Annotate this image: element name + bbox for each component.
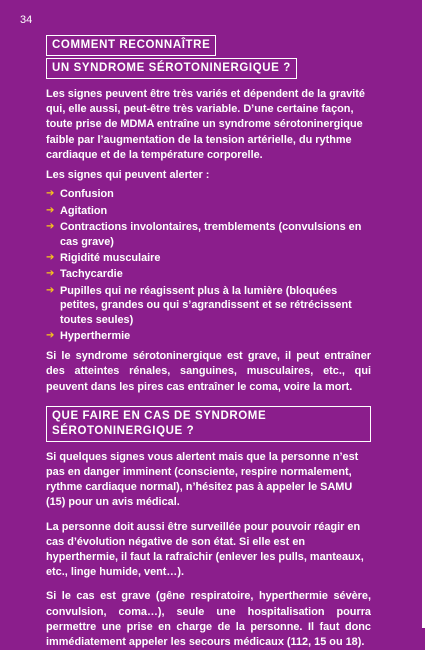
arrow-right-icon: ➔ bbox=[46, 268, 55, 280]
section1-severe: Si le syndrome sérotoninergique est grave, il peut entraîner des atteintes rénales, sanguines, musculaires, etc., qui peuvent dans les pires cas entraîner le coma, voire la mort. bbox=[46, 350, 371, 393]
arrow-right-icon: ➔ bbox=[46, 251, 55, 263]
arrow-right-icon: ➔ bbox=[46, 220, 55, 232]
signs-label: Les signes qui peuvent alerter : bbox=[46, 169, 210, 182]
list-item: ➔ Contractions involontaires, tremblements (convulsions en cas grave) bbox=[46, 220, 362, 248]
section1-title-line1: COMMENT RECONNAÎTRE bbox=[46, 35, 216, 56]
arrow-right-icon: ➔ bbox=[46, 284, 55, 296]
list-item: ➔ Agitation bbox=[46, 204, 108, 217]
section2-p2: La personne doit aussi être surveillée pour pouvoir réagir en cas d’évolution négative de son état. Si elle est en hyperthermie, il faut la rafraîchir (enlever les pulls, manteaux, etc., linge humide, vent…). bbox=[46, 520, 364, 579]
list-item: ➔ Hyperthermie bbox=[46, 330, 131, 343]
section1-intro: Les signes peuvent être très variés et dépendent de la gravité qui, elle aussi, peut-être très variable. D’une certaine façon, toute prise de MDMA entraîne un syndrome sérotoninergique faible par l’augmentation de la tension artérielle, du rythme cardiaque et de la température corporelle. bbox=[46, 88, 365, 161]
section2-title: QUE FAIRE EN CAS DE SYNDROME SÉROTONINERGIQUE ? bbox=[46, 406, 371, 442]
section1-title-line2: UN SYNDROME SÉROTONINERGIQUE ? bbox=[46, 58, 297, 79]
content bbox=[46, 35, 371, 650]
arrow-right-icon: ➔ bbox=[46, 188, 55, 200]
list-item: ➔ Confusion bbox=[46, 188, 114, 201]
section2-p3: Si le cas est grave (gêne respiratoire, hyperthermie sévère, convulsion, coma…), seule une hospitalisation pourra permettre une prise en charge de la personne. Il faut donc immédiatement appeler les secours médicaux (112, 15 ou 18). bbox=[46, 590, 371, 649]
arrow-right-icon: ➔ bbox=[46, 330, 55, 342]
list-item: ➔ Pupilles qui ne réagissent plus à la lumière (bloquées petites, grandes ou qui s’agrandissent et se rétrécissent toutes seules) bbox=[46, 284, 352, 327]
list-item: ➔ Tachycardie bbox=[46, 268, 123, 281]
arrow-right-icon: ➔ bbox=[46, 204, 55, 216]
signs-list bbox=[46, 187, 371, 344]
list-item: ➔ Rigidité musculaire bbox=[46, 251, 161, 264]
section2-p1: Si quelques signes vous alertent mais que la personne n’est pas en danger imminent (consciente, respire normalement, rythme cardiaque normal), n’hésitez pas à appeler le SAMU (15) pour un avis médical. bbox=[46, 450, 359, 509]
page-number: 34 bbox=[20, 14, 33, 26]
